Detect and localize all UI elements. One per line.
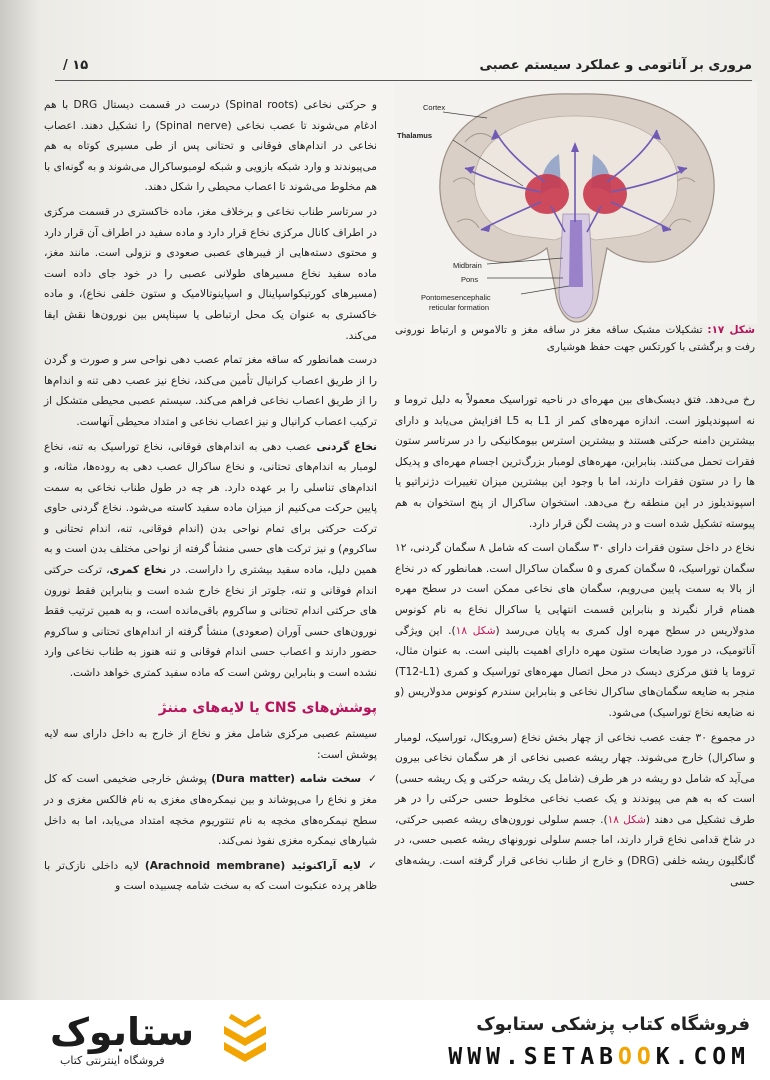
figure-reference-link[interactable]: شکل ۱۸ [607, 813, 646, 826]
paragraph: و حرکتی نخاعی (Spinal roots) درست در قسمت دیستال DRG با هم ادغام می‌شوند تا عصب نخاعی (Spinal nerve) را تشکیل دهند. اعصاب نخاعی در اندام‌های فوقانی و تحتانی پس از طی مسیری کوتاه به هم می‌پیوندند و وارد شبکه بازویی و شبکه لومبوساکرال می‌شوند و به گونه‌ای با هم مخلوط می‌شوند تا اعصاب محیطی را شکل دهند. [44, 99, 377, 194]
term-dura: سخت شامه (Dura matter) [211, 773, 361, 786]
section-heading: پوشش‌های CNS یا لایه‌های مننژ [158, 699, 377, 716]
term-cervical-cord: نخاع گردنی [316, 440, 377, 453]
term-arachnoid: لایه آراکنوئید (Arachnoid membrane) [144, 859, 362, 872]
book-spine-shadow [0, 0, 40, 1000]
label-pons: Pons [461, 275, 479, 284]
left-text-column [44, 95, 377, 901]
book-stack-icon [222, 1012, 268, 1068]
logo-wordmark: ستابوک [50, 1010, 195, 1054]
thalamus-left [525, 174, 569, 214]
checkmark-icon: ✓ [368, 859, 378, 872]
brain-figure [395, 82, 757, 324]
label-midbrain: Midbrain [453, 261, 482, 270]
label-thalamus: Thalamus [397, 131, 433, 140]
paragraph: نخاع گردنی عصب دهی به اندام‌های فوقانی، نخاع توراسیک به تنه، نخاع لومبار به اندام‌های تحتانی، و نخاع ساکرال عصب دهی به روده‌ها، مثانه، و اندام‌های تناسلی را بر عهده دارد. هر چه در طول طناب نخاعی به سمت پایین حرکت می‌کنیم از میزان ماده سفید کاسته می‌شود. نخاع گردنی حاوی ترکت حرکتی برای تمام نواحی بدن (اندام فوقانی، تنه، اندام تحتانی و ساکروم) و نیز ترکت های حسی منشأ گرفته از نواحی مختلف بدن است و به همین دلیل، ماده سفید بیشتری را داراست. در نخاع کمری، ترکت حرکتی اندام فوقانی و تنه، جلوتر از نخاع خارج شده است و بنابراین فقط نورون های حرکتی اندام تحتانی و ساکروم باقی‌مانده است، و به همین ترتیب فقط نورون‌های حسی آوران (صعودی) منشأ گرفته از اندام‌های تحتانی و ساکروم حضور دارند و اعصاب حسی اندام فوقانی و تنه هنوز به طناب نخاعی وارد نشده است و بنابراین روشن است که ماده سفید کمتری خواهد داشت. [44, 440, 377, 680]
thalamus-right [583, 174, 627, 214]
paragraph: رخ می‌دهد. فتق دیسک‌های بین مهره‌ای در ناحیه توراسیک معمولاً به دلیل تروما و نه اسپوندیلوز است. اندازه مهره‌های کمر از L1 به L5 افزایش می‌یابد و دارای بیشترین دامنه حرکتی هستند و بیشترین استرس بیومکانیکی را در سرتاسر ستون فقرات تحمل می‌کنند. بنابراین، مهره‌های لومبار بزرگ‌ترین اجسام مهره‌ای و پدیکل ها را در ستون فقرات دارند، اما با وجود این بیشترین میزان تغییرات دژنراتیو یا اسپوندیلوز در این منطقه رخ می‌دهد. استخوان ساکرال از پنج استخوان به هم پیوسته تشکیل شده است و در پشت لگن قرار دارد. [395, 394, 755, 530]
label-ponto-1: Pontomesencephalic [421, 293, 491, 302]
store-url[interactable]: WWW.SETABOOK.COM [448, 1044, 750, 1070]
list-item-dura: ✓سخت شامه (Dura matter) پوشش خارجی ضخیمی است که کل مغز و نخاع را می‌پوشاند و بین نیمکره‌های مغزی به نام فالکس مغزی و در سطح نیمکره‌های مخچه به نام تنتوریوم مخچه امتداد می‌یابد، اما به داخل شیارهای نیمکره مغزی نفوذ نمی‌کند. [44, 769, 377, 851]
logo-subtitle: فروشگاه اینترنتی کتاب [60, 1054, 165, 1067]
figure-caption-label: شکل ۱۷: [707, 324, 756, 336]
paragraph: در سرتاسر طناب نخاعی و برخلاف مغز، ماده خاکستری در قسمت مرکزی در اطراف کانال مرکزی نخاع قرار دارد و ماده سفید در اطراف آن قرار دارد و محتوی دسته‌هایی از فیبرهای عصبی صعودی و نزولی است. مانند مغز، ماده سفید نخاع مسیرهای طولانی عصبی را در خود جای داده است (مسیرهای کورتیکواسپاینال و اسپاینوتالامیک و ستون خلفی نخاع)، و ماده خاکستری به عنوان یک محل ارتباطی یا سیناپس بین نورون‌ها نقش ایفا می‌کند. [44, 205, 377, 342]
label-ponto-2: reticular formation [429, 303, 490, 312]
term-lumbar-cord: نخاع کمری [109, 564, 167, 577]
checkmark-icon: ✓ [368, 773, 377, 786]
store-title: فروشگاه کتاب پزشکی ستابوک [476, 1014, 750, 1035]
figure-reference-link[interactable]: شکل ۱۸ [455, 624, 496, 637]
paragraph: در مجموع ۳۰ جفت عصب نخاعی از چهار بخش نخاع (سرویکال، توراسیک، لومبار و ساکرال) خارج می‌شوند. چهار ریشه عصبی نخاعی از هر سگمان نخاعی بیرون می‌آید که شامل دو ریشه در هر طرف (شامل یک ریشه حرکتی و یک ریشه حسی) است که به هم می پیوندند و یک عصب نخاعی مخلوط حسی حرکتی را در هر طرف تشکیل می دهند (شکل ۱۸). جسم سلولی نورون‌های ریشه عصبی حرکتی، در شاخ قدامی نخاع قرار دارند، اما جسم سلولی نورونهای ریشه عصبی حسی، در گانگلیون ریشه خلفی (DRG) و خارج از طناب نخاعی قرار گرفته است. ریشه‌های حسی [395, 731, 756, 888]
paragraph: نخاع در داخل ستون فقرات دارای ۳۰ سگمان است که شامل ۸ سگمان گردنی، ۱۲ سگمان توراسیک، ۵ سگمان کمری و ۵ سگمان ساکرال است. همانطور که در نخاع از بالا به سمت پایین می‌رویم، سگمان های نخاعی ممکن است در سطح مهره همنام قرار نگیرند و بنابراین قسمت انتهایی یا ساکرال نخاع به نام کونوس مدولاریس در سطح مهره اول کمری به پایان می‌رسد (شکل ۱۸). این ویژگی آناتومیک، در مورد ضایعات ستون مهره دارای اهمیت بالینی است. به عنوان مثال، تروما یا فتق مرکزی دیسک در محل اتصال مهره‌های توراسیک و کمری (T12-L1) منجر به ضایعه سگمان‌های ساکرال نخاعی و بنابراین سندرم کونوس مدولاریس (و نه ضایعه نخاع توراسیک) می‌شود. [395, 542, 755, 719]
coronal-brain-illustration [395, 82, 757, 324]
running-header [55, 56, 752, 81]
figure-caption [395, 322, 755, 356]
paragraph: درست همانطور که ساقه مغز تمام عصب دهی نواحی سر و صورت و گردن را از طریق اعصاب کرانیال تأمین می‌کند، نخاع نیز عصب دهی تنه و اندام‌ها را از طریق اعصاب نخاعی فراهم می‌کند. سیستم عصبی محیطی متشکل از ترکیب اعصاب کرانیال و نیز اعصاب نخاعی و امتداد محیطی آنهاست. [44, 354, 377, 428]
page-number: ۱۵ / [63, 58, 89, 73]
header-title: مروری بر آناتومی و عملکرد سیستم عصبی [479, 58, 752, 73]
store-banner[interactable] [0, 1000, 770, 1080]
store-logo[interactable] [20, 1010, 220, 1070]
reticular-formation [569, 220, 583, 287]
right-text-column [395, 390, 755, 896]
list-item-arachnoid: ✓لایه آراکنوئید (Arachnoid membrane) لایه داخلی نازک‌تر با ظاهر پرده عنکبوت است که به سخت شامه چسبیده است و [44, 856, 377, 897]
label-cortex: Cortex [423, 103, 446, 112]
figure-caption-text: تشکیلات مشبک ساقه مغز در ساقه مغز و تالاموس و ارتباط نورونی رفت و برگشتی با کورتکس جهت حفظ هوشیاری [395, 324, 755, 353]
paragraph: سیستم عصبی مرکزی شامل مغز و نخاع از خارج به داخل دارای سه لایه پوشش است: [44, 728, 377, 761]
